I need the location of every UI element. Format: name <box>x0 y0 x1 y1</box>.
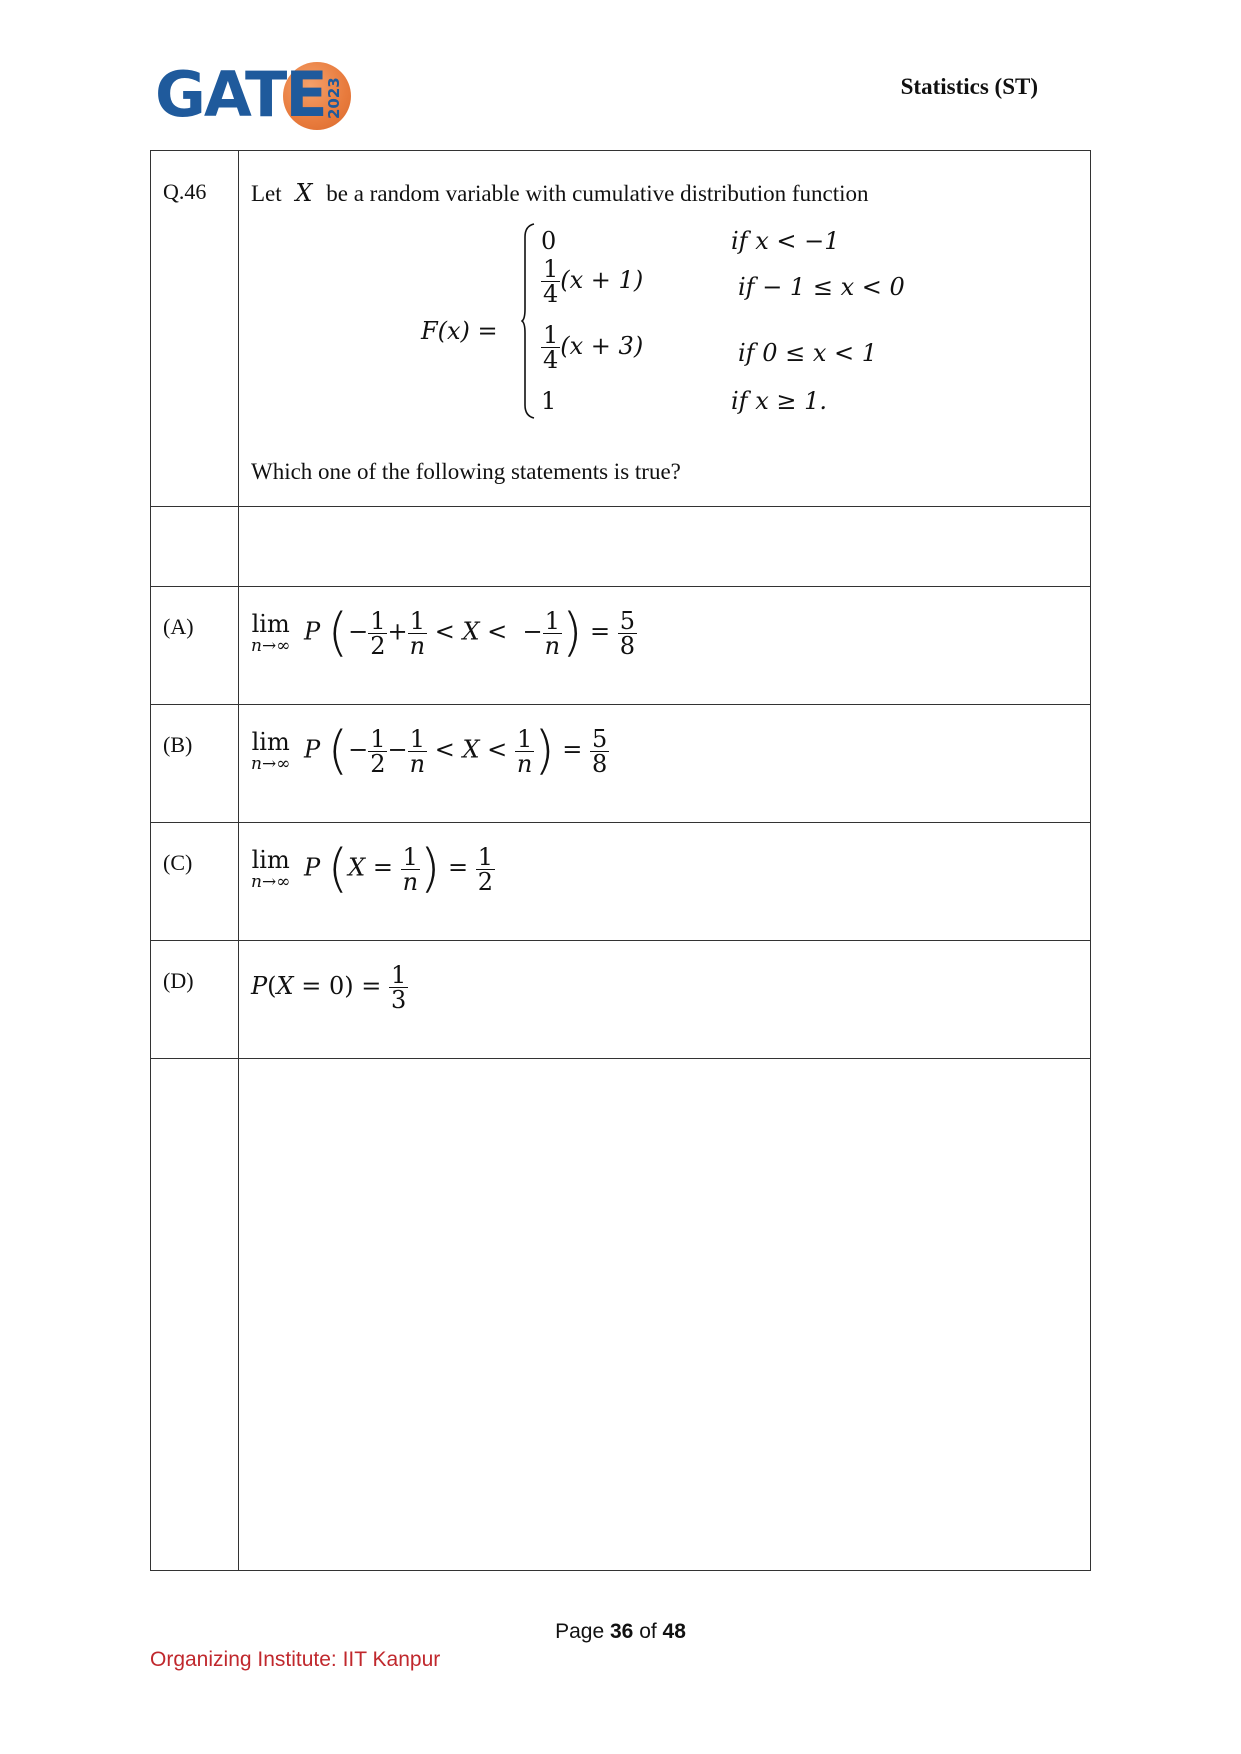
empty-cell <box>239 1059 1091 1571</box>
cdf-definition <box>251 215 1078 445</box>
option-d-label: (D) <box>163 968 194 993</box>
logo-text: GATE <box>155 58 326 131</box>
question-number: Q.46 <box>163 179 207 204</box>
gate-logo <box>155 58 355 138</box>
subject-title: Statistics (ST) <box>900 74 1038 99</box>
stem-pre: Let <box>251 181 282 206</box>
empty-cell <box>151 507 239 587</box>
left-brace <box>521 223 535 419</box>
option-a[interactable] <box>239 587 1091 705</box>
stem-var: X <box>295 179 313 207</box>
case-condition-3: if 0 ≤ x < 1 <box>738 339 877 367</box>
option-a-math: lim n→∞ P (− $\frac{1}{2}$ + $\frac{1}{n}$ < X < − $\frac{1}{n}$ ) = $\frac{5}{8}$ <box>251 603 636 663</box>
question-prompt: Which one of the following statements is true? <box>251 459 681 484</box>
case-value-1: 0 <box>541 227 557 255</box>
organizing-institute: Organizing Institute: IIT Kanpur <box>150 1648 441 1671</box>
case-condition-4: if x ≥ 1. <box>731 387 827 415</box>
logo-year: 2023 <box>325 77 343 119</box>
option-a-label: (A) <box>163 614 194 639</box>
function-label: F(x) = <box>421 317 498 345</box>
case-value-3: $\frac{1}{4}$ (x + 3) <box>543 321 644 374</box>
question-table <box>150 150 1091 1571</box>
option-b-label: (B) <box>163 732 193 757</box>
empty-cell <box>239 507 1091 587</box>
option-c-math: lim n→∞ P (X = $\frac{1}{n}$ ) = $\frac{1}{2}$ <box>251 839 493 899</box>
case-condition-1: if x < −1 <box>731 227 840 255</box>
case-condition-2: if − 1 ≤ x < 0 <box>738 273 905 301</box>
option-b[interactable] <box>239 705 1091 823</box>
option-c-label: (C) <box>163 850 193 875</box>
page-number: Page 36 of 48 <box>555 1620 686 1643</box>
case-value-2: $\frac{1}{4}$ (x + 1) <box>543 255 644 308</box>
option-c[interactable] <box>239 823 1091 941</box>
option-d[interactable] <box>239 941 1091 1059</box>
option-d-math: P(X = 0) = $\frac{1}{3}$ <box>251 961 407 1014</box>
option-b-math: lim n→∞ P (− $\frac{1}{2}$ − $\frac{1}{n}$ < X < $\frac{1}{n}$ ) = $\frac{5}{8}$ <box>251 721 608 781</box>
case-value-4: 1 <box>541 387 557 415</box>
empty-cell <box>151 1059 239 1571</box>
stem-post: be a random variable with cumulative distribution function <box>326 181 869 206</box>
question-stem <box>239 151 1091 507</box>
